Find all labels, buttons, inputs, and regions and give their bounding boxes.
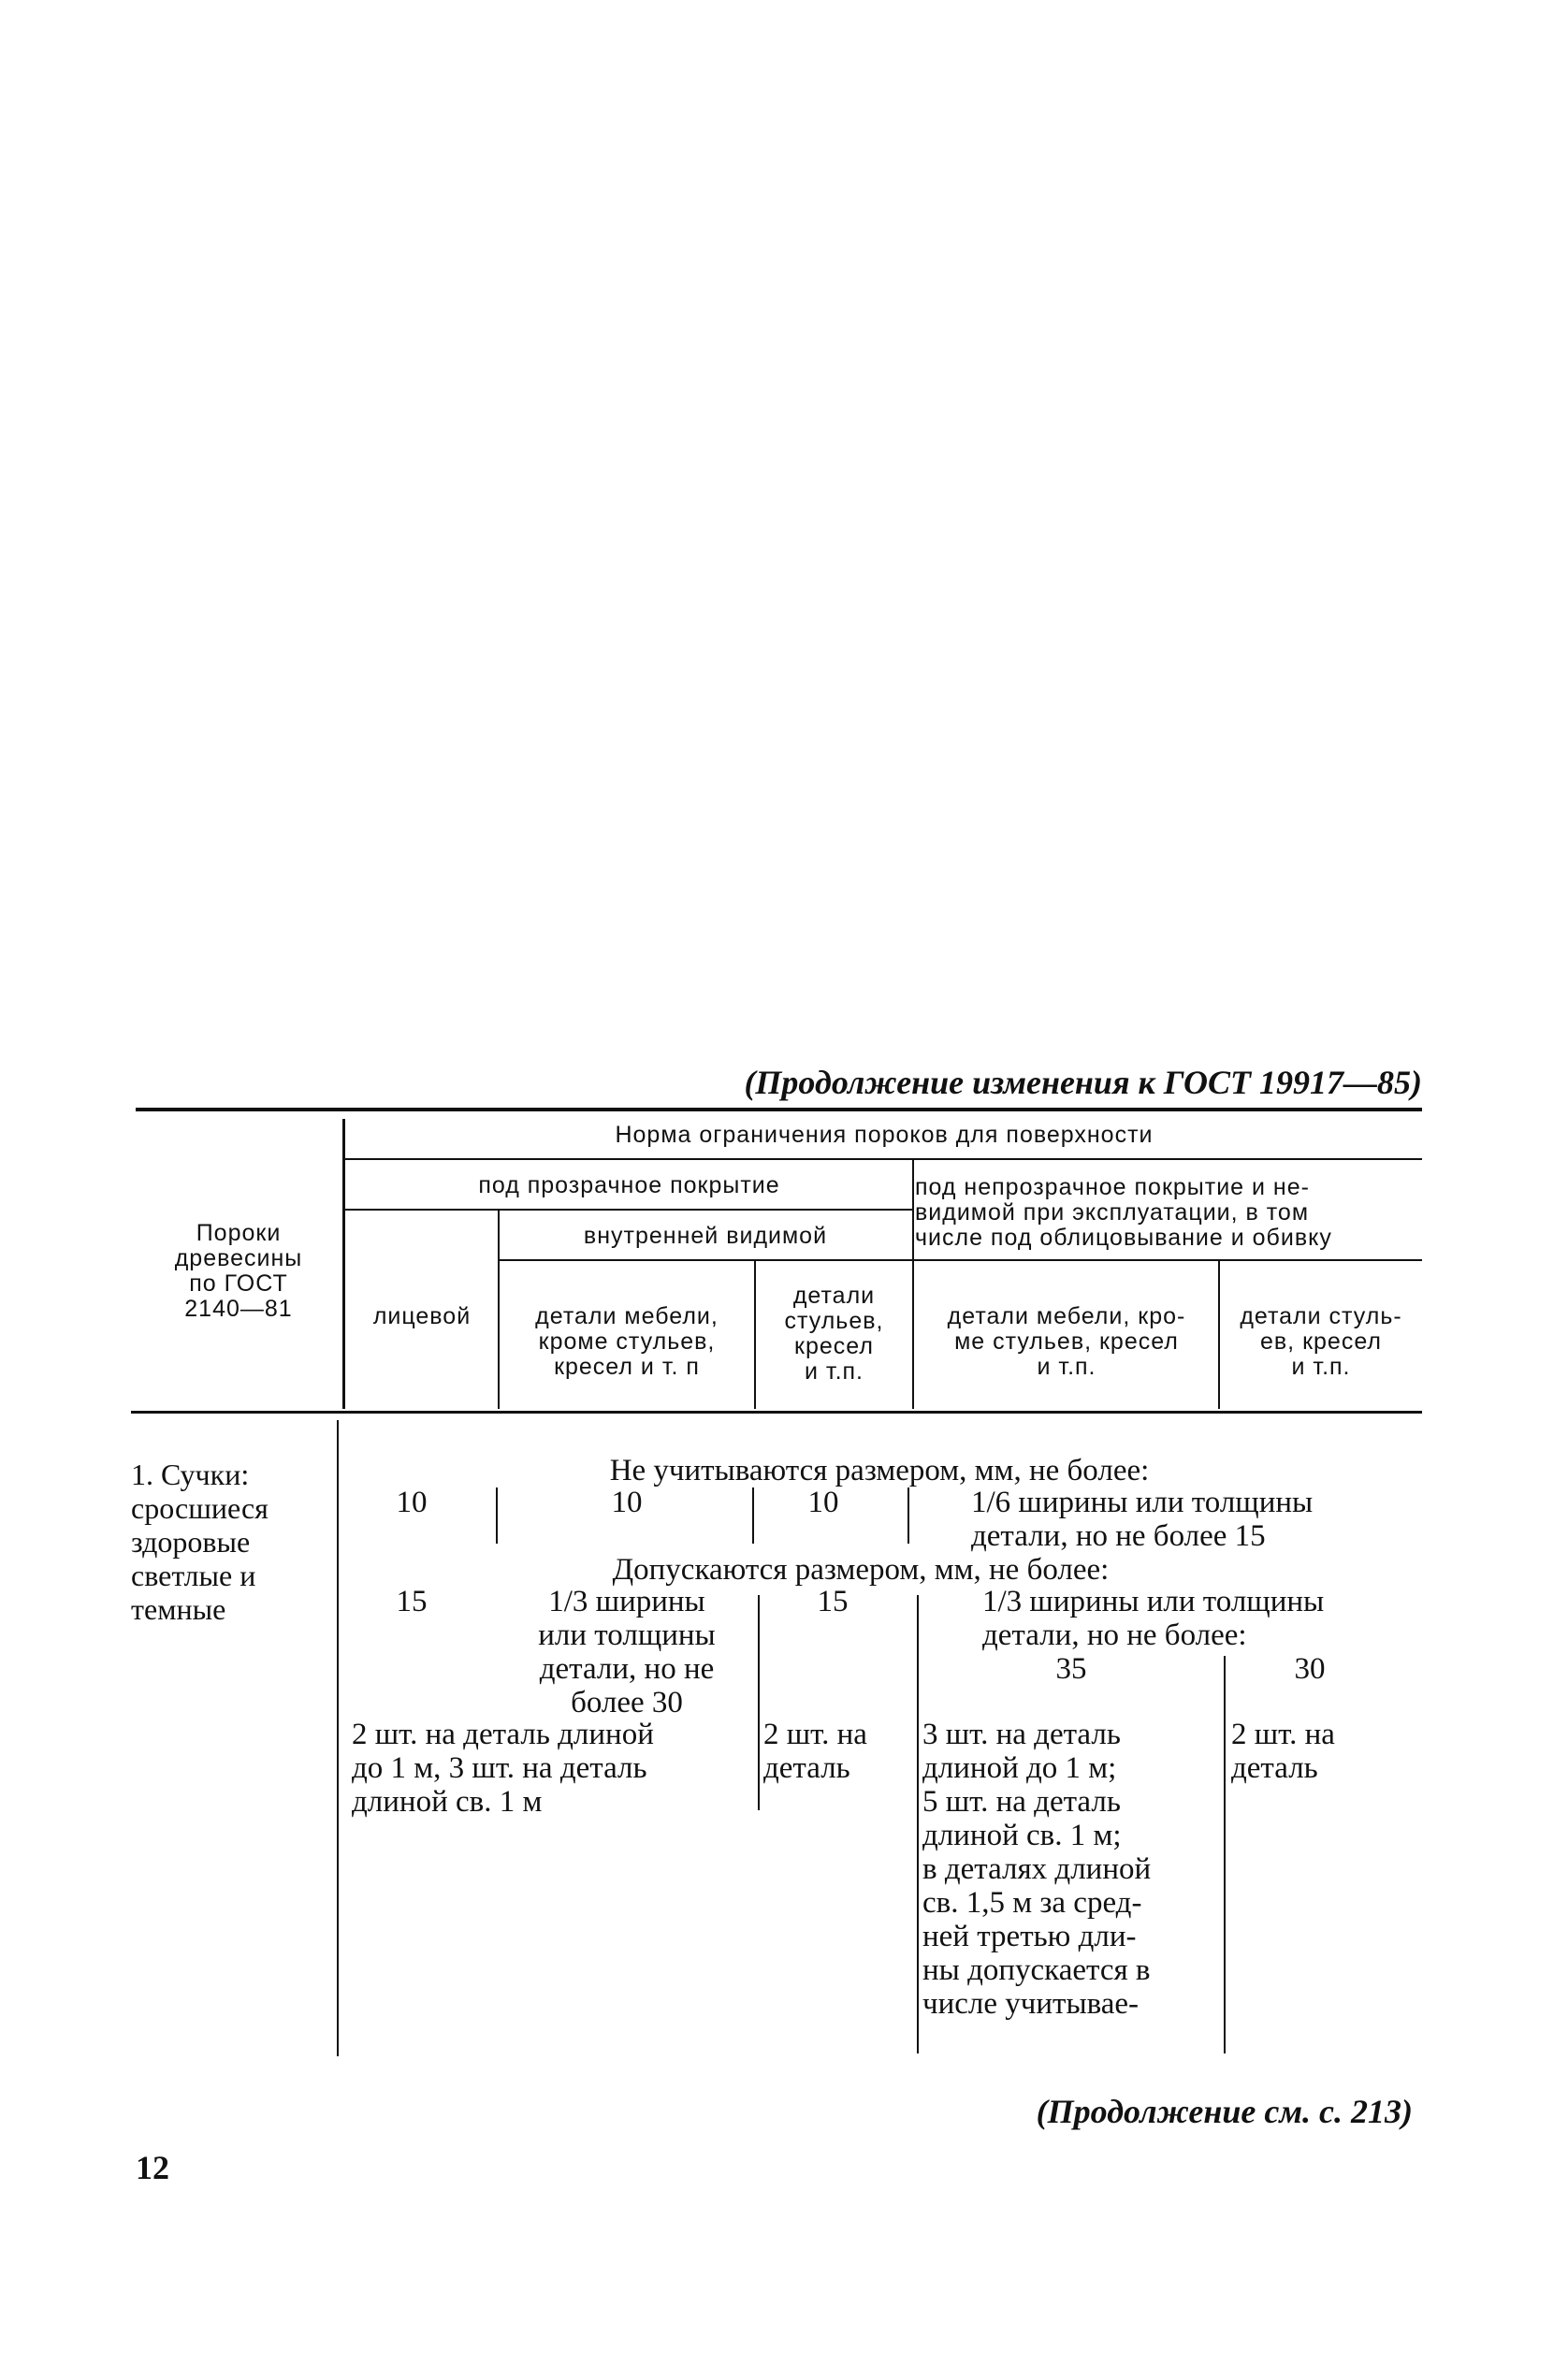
- inner-visible-header: внутренней видимой: [583, 1223, 828, 1249]
- norm-header: Норма ограничения пороков для поверхности: [615, 1122, 1154, 1148]
- al-chairs-value: 15: [817, 1585, 849, 1618]
- body-opaque-divider-2: [917, 1595, 919, 2053]
- defect-name: 1. Сучки: сросшиеся здоровые светлые и темные: [131, 1458, 269, 1626]
- header-bottom-rule: [131, 1411, 1422, 1414]
- transparent-header: под прозрачное покрытие: [478, 1172, 780, 1198]
- body-opaque-divider-1: [907, 1487, 909, 1544]
- col-opaque-furniture-header: детали мебели, кро- ме стульев, кресел и т.п.: [947, 1303, 1186, 1380]
- opaque-header-rule: [913, 1259, 1422, 1261]
- body-opaque-sub-divider: [1224, 1656, 1226, 2053]
- qty-opaque-chairs: 2 шт. на деталь: [1231, 1718, 1335, 1785]
- allowed-caption: Допускаются размером, мм, не более:: [612, 1553, 1110, 1587]
- opaque-header: под непрозрачное покрытие и не- видимой при эксплуатации, в том числе под облицовывание и обивку: [915, 1174, 1332, 1251]
- body-inner-divider-1: [752, 1487, 754, 1544]
- body-inner-divider-2: [758, 1595, 760, 1810]
- col-opaque-chairs-header: детали стуль- ев, кресел и т.п.: [1240, 1303, 1402, 1380]
- body-stub-divider: [337, 1420, 339, 2056]
- al-face-value: 15: [396, 1585, 428, 1618]
- nc-chairs-value: 10: [807, 1486, 839, 1519]
- al-opaque-chairs-value: 30: [1294, 1652, 1326, 1686]
- qty-chairs: 2 шт. на деталь: [763, 1718, 867, 1785]
- nc-face-value: 10: [396, 1486, 428, 1519]
- stub-header: Пороки древесины по ГОСТ 2140—81: [174, 1220, 303, 1322]
- running-header: (Продолжение изменения к ГОСТ 19917—85): [744, 1064, 1422, 1101]
- al-furniture-value: 1/3 ширины или толщины детали, но не более 30: [538, 1585, 716, 1719]
- col-furniture-header: детали мебели, кроме стульев, кресел и т. п: [535, 1303, 719, 1380]
- transparent-header-rule: [344, 1209, 912, 1211]
- qty-opaque-furniture: 3 шт. на деталь длиной до 1 м; 5 шт. на деталь длиной св. 1 м; в деталях длиной св. 1,5 м за сред- ней третью дли- ны допускается в числе учитывае-: [922, 1718, 1152, 2021]
- continuation-note: (Продолжение см. с. 213): [1036, 2093, 1413, 2130]
- col-chair-header: детали стульев, кресел и т.п.: [784, 1283, 884, 1385]
- al-opaque-furniture-value: 35: [1055, 1652, 1087, 1686]
- nc-opaque-value: 1/6 ширины или толщины детали, но не более 15: [971, 1486, 1314, 1553]
- transparent-opaque-divider: [912, 1160, 914, 1409]
- inner-header-rule: [499, 1259, 912, 1261]
- table-top-rule: [136, 1108, 1422, 1111]
- page-number: 12: [136, 2149, 169, 2186]
- al-opaque-value: 1/3 ширины или толщины детали, но не более:: [982, 1585, 1325, 1652]
- norm-header-rule: [344, 1158, 1422, 1160]
- not-counted-caption: Не учитываются размером, мм, не более:: [609, 1454, 1150, 1487]
- nc-furniture-value: 10: [611, 1486, 643, 1519]
- qty-face-furniture: 2 шт. на деталь длиной до 1 м, 3 шт. на деталь длиной св. 1 м: [352, 1718, 654, 1819]
- body-face-divider-1: [496, 1487, 498, 1544]
- col-face-header: лицевой: [372, 1303, 472, 1329]
- stub-divider: [342, 1119, 345, 1409]
